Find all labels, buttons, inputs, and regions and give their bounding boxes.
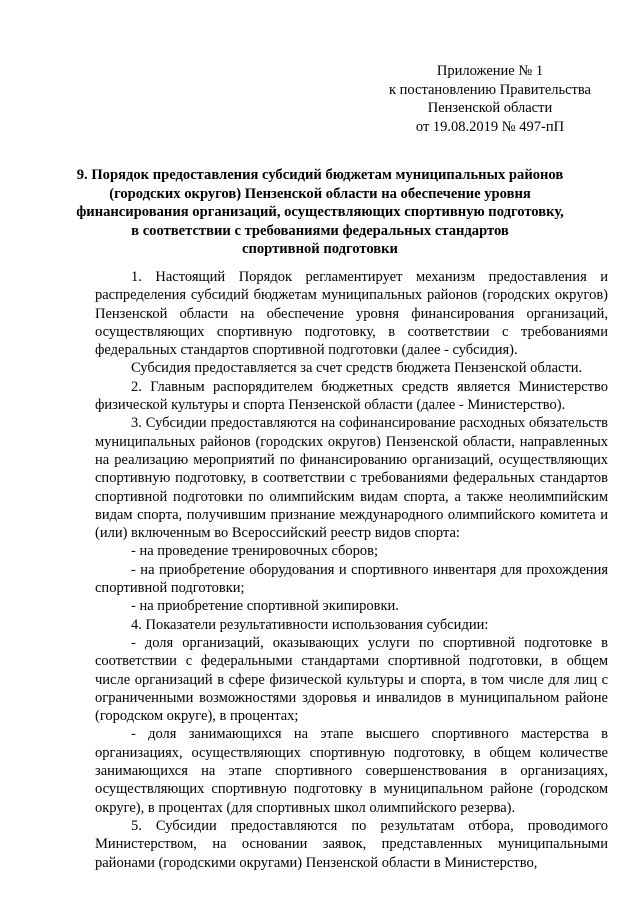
appendix-line-1: Приложение № 1 [436, 63, 544, 79]
indicator-1: - доля организаций, оказывающих услуги по спортивной подготовке в соответствии с федеральными стандартами спортивной подготовки, в общем числе организаций в сфере физической культуры и спорта, в том числе для лиц с ограниченными возможностями здоровья и инвалидов в муниципальном районе (городском округе), в процентах; [95, 634, 608, 725]
appendix-line-3: Пензенской области [427, 100, 553, 116]
indicator-2: - доля занимающихся на этапе высшего спортивного мастерства в организациях, осуществляющих спортивную подготовку, в общем количестве занимающихся на этапе спортивного совершенствования в организациях, осуществляющих спортивную подготовку в муниципальном районе (городском округе), в процентах (для спортивных школ олимпийского резерва). [95, 726, 608, 816]
paragraph-4: 4. Показатели результативности использования субсидии: [131, 616, 489, 633]
list-item-training-camps: - на проведение тренировочных сборов; [131, 543, 379, 560]
title-line-4: в соответствии с требованиями федеральных стандартов [131, 222, 509, 239]
paragraph-1-note: Субсидия предоставляется за счет средств бюджета Пензенской области. [131, 360, 583, 377]
paragraph-1: 1. Настоящий Порядок регламентирует механизм предоставления и распределения субсидий бюджетам муниципальных районов (городских округов) Пензенской области на обеспечение уровня финансирования организаций, осуществляющих спортивную подготовку, в соответствии с требованиями федеральных стандартов спортивной подготовки (далее - субсидия). [95, 269, 608, 359]
document-body [95, 268, 608, 872]
list-item-outfit: - на приобретение спортивной экипировки. [131, 598, 399, 615]
appendix-line-2: к постановлению Правительства [389, 81, 591, 98]
title-line-1: 9. Порядок предоставления субсидий бюджетам муниципальных районов [76, 167, 564, 183]
title-line-2: (городских округов) Пензенской области на обеспечение уровня [109, 185, 531, 202]
title-line-3: финансирования организаций, осуществляющих спортивную подготовку, [76, 204, 564, 221]
list-item-equipment: - на приобретение оборудования и спортивного инвентаря для прохождения спортивной подготовки; [95, 561, 608, 597]
title-line-5: спортивной подготовки [242, 241, 398, 258]
appendix-line-4: от 19.08.2019 № 497-пП [415, 118, 565, 135]
paragraph-5: 5. Субсидии предоставляются по результатам отбора, проводимого Министерством, на основании заявок, представленных муниципальными районами (городскими округами) Пензенской области в Министерство, [95, 817, 608, 871]
appendix-header [360, 62, 620, 136]
paragraph-2: 2. Главным распорядителем бюджетных средств является Министерство физической культуры и спорта Пензенской области (далее - Министерство). [95, 378, 608, 414]
document-title [60, 166, 580, 259]
paragraph-3: 3. Субсидии предоставляются на софинансирование расходных обязательств муниципальных районов (городских округов) Пензенской области, направленных на реализацию мероприятий по финансированию организаций, осуществляющих спортивную подготовку, в соответствии с требованиями федеральных стандартов спортивной подготовки по олимпийским видам спорта, а также неолимпийским видам спорта, получившим признание международного олимпийского комитета и (или) включенным во Всероссийский реестр видов спорта: [95, 415, 608, 542]
